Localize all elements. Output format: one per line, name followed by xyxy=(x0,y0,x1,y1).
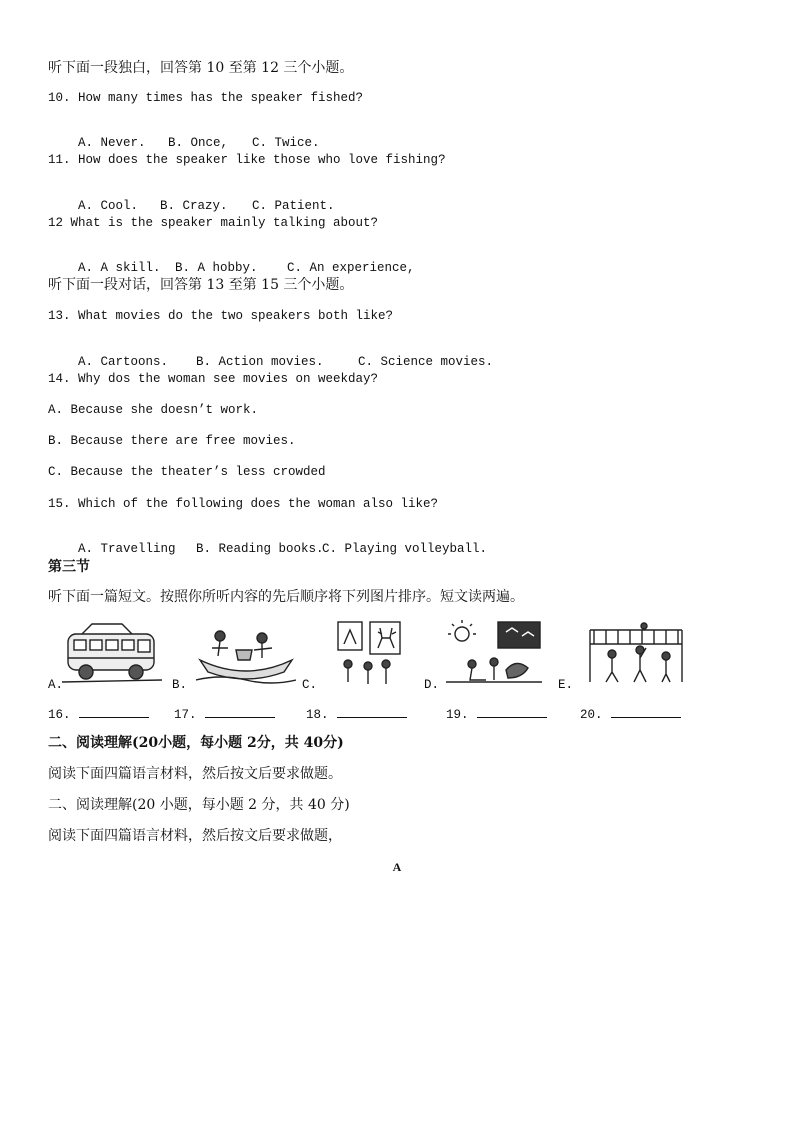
part3-title: 第三节 xyxy=(48,559,90,575)
dialogue-intro: 听下面一段对话，回答第 13 至第 15 三个小题。 xyxy=(48,277,354,293)
passage-letter: A xyxy=(392,860,402,874)
question-15-stem: 15. Which of the following does the woman also like? xyxy=(48,497,439,511)
option: A. Travelling xyxy=(78,542,176,556)
question-12-stem: 12 What is the speaker mainly talking about? xyxy=(48,216,379,230)
question-15-options xyxy=(48,528,487,570)
option: B. A hobby. xyxy=(175,261,258,275)
reading-instruction-1: 阅读下面四篇语言材料，然后按文后要求做题。 xyxy=(48,766,342,782)
answer-blank-17[interactable] xyxy=(174,705,275,722)
picture-label-b: B. xyxy=(172,678,188,692)
answer-line[interactable] xyxy=(611,705,681,718)
blank-number: 19. xyxy=(446,708,469,722)
question-14-option-a: A. Because she doesn’t work. xyxy=(48,403,259,417)
question-14-option-b: B. Because there are free movies. xyxy=(48,434,296,448)
answer-blank-20[interactable] xyxy=(580,705,681,722)
reading-instruction-2: 阅读下面四篇语言材料，然后按文后要求做题， xyxy=(48,828,342,844)
volleyball-picture-icon xyxy=(586,620,686,688)
option: C. Science movies. xyxy=(358,355,494,369)
answer-blank-16[interactable] xyxy=(48,705,149,722)
bus-picture-icon xyxy=(62,620,162,688)
answer-line[interactable] xyxy=(337,705,407,718)
answer-blank-19[interactable] xyxy=(446,705,547,722)
answer-blank-18[interactable] xyxy=(306,705,407,722)
option: C. Patient. xyxy=(252,199,335,213)
question-14-stem: 14. Why dos the woman see movies on weekday? xyxy=(48,372,379,386)
option: C. An experience, xyxy=(287,261,415,275)
option: B. Crazy. xyxy=(160,199,228,213)
option: A. A skill. xyxy=(78,261,161,275)
beach-picture-icon xyxy=(446,620,542,688)
boat-picture-icon xyxy=(196,620,296,688)
picture-label-e: E. xyxy=(558,678,574,692)
question-11-stem: 11. How does the speaker like those who love fishing? xyxy=(48,153,446,167)
picture-label-d: D. xyxy=(424,678,440,692)
option: B. Reading books. xyxy=(196,542,324,556)
option: A. Cool. xyxy=(78,199,139,213)
blank-number: 18. xyxy=(306,708,329,722)
part3-instruction: 听下面一篇短文。按照你所听内容的先后顺序将下列图片排序。短文读两遍。 xyxy=(48,589,524,605)
answer-line[interactable] xyxy=(205,705,275,718)
answer-line[interactable] xyxy=(477,705,547,718)
blank-number: 20. xyxy=(580,708,603,722)
blank-number: 17. xyxy=(174,708,197,722)
question-14-option-c: C. Because the theater’s less crowded xyxy=(48,465,326,479)
monologue-intro: 听下面一段独白，回答第 10 至第 12 三个小题。 xyxy=(48,60,354,76)
option: A. Never. xyxy=(78,136,146,150)
option: B. Once, xyxy=(168,136,229,150)
blank-number: 16. xyxy=(48,708,71,722)
option: C. Twice. xyxy=(252,136,320,150)
answer-line[interactable] xyxy=(79,705,149,718)
reading-title-2: 二、阅读理解(20 小题，每小题 2 分，共 40 分) xyxy=(48,797,350,813)
option: C. Playing volleyball. xyxy=(322,542,488,556)
picture-label-c: C. xyxy=(302,678,318,692)
reading-title-1: 二、阅读理解(20小题，每小题 2分，共 40分) xyxy=(48,735,344,751)
option: A. Cartoons. xyxy=(78,355,169,369)
option: B. Action movies. xyxy=(196,355,324,369)
question-13-stem: 13. What movies do the two speakers both like? xyxy=(48,309,394,323)
exhibition-picture-icon xyxy=(330,620,406,688)
picture-label-a: A. xyxy=(48,678,64,692)
question-10-stem: 10. How many times has the speaker fished? xyxy=(48,91,364,105)
